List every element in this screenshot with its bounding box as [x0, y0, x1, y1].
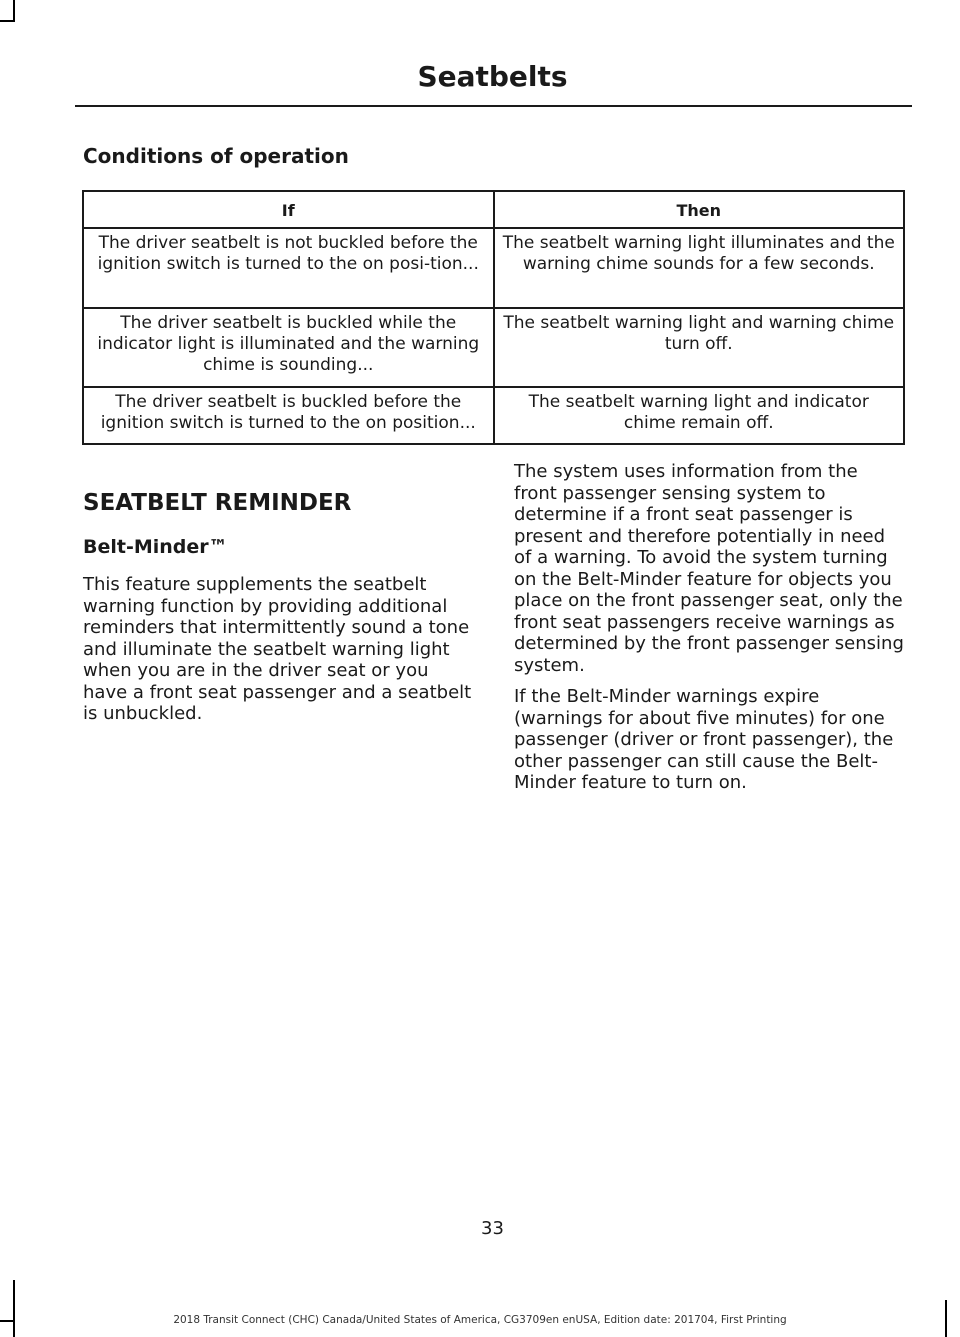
- right-column: [514, 461, 906, 804]
- table-cell-then: The seatbelt warning light and warning chime turn off.: [494, 308, 905, 387]
- header-divider: [75, 105, 912, 107]
- page-header-title: Seatbelts: [417, 60, 568, 93]
- table-header-if: If: [83, 191, 494, 228]
- belt-minder-subheading: Belt-Minder™: [83, 536, 228, 558]
- left-column: [83, 488, 475, 735]
- seatbelt-reminder-heading: SEATBELT REMINDER: [83, 490, 352, 516]
- table-cell-then: The seatbelt warning light illuminates and the warning chime sounds for a few seconds.: [494, 228, 905, 308]
- body-paragraph: The system uses information from the front passenger sensing system to determine if a front seat passenger is present and therefore potentially in need of a warning. To avoid the system turning on the Belt-Minder feature for objects you place on the front passenger seat, only the front seat passengers receive warnings as determined by the front passenger sensing system.: [514, 461, 904, 676]
- footer-edition-text: 2018 Transit Connect (CHC) Canada/United States of America, CG3709en enUSA, Edition date: 201704, First Printing: [173, 1314, 787, 1326]
- table-cell-if: The driver seatbelt is buckled before the ignition switch is turned to the on position...: [83, 387, 494, 444]
- body-paragraph: This feature supplements the seatbelt warning function by providing additional reminders that intermittently sound a tone and illuminate the seatbelt warning light when you are in the driver seat or you have a front seat passenger and a seatbelt is unbuckled.: [83, 574, 472, 724]
- table-row: [83, 228, 904, 308]
- table-cell-if: The driver seatbelt is buckled while the indicator light is illuminated and the warning chime is sounding...: [83, 308, 494, 387]
- table-cell-then: The seatbelt warning light and indicator chime remain off.: [494, 387, 905, 444]
- body-paragraph: If the Belt-Minder warnings expire (warnings for about five minutes) for one passenger (driver or front passenger), the other passenger can still cause the Belt-Minder feature to turn on.: [514, 686, 894, 793]
- crop-mark: [13, 0, 15, 20]
- conditions-table: [82, 190, 905, 445]
- table-header-then: Then: [494, 191, 905, 228]
- page-number: 33: [481, 1218, 504, 1239]
- table-row: [83, 308, 904, 387]
- table-cell-if: The driver seatbelt is not buckled before the ignition switch is turned to the on posi-tion...: [83, 228, 494, 308]
- table-header-row: [83, 191, 904, 228]
- crop-mark: [0, 20, 15, 22]
- crop-mark: [13, 1280, 15, 1337]
- section-title: Conditions of operation: [83, 144, 349, 168]
- table-row: [83, 387, 904, 444]
